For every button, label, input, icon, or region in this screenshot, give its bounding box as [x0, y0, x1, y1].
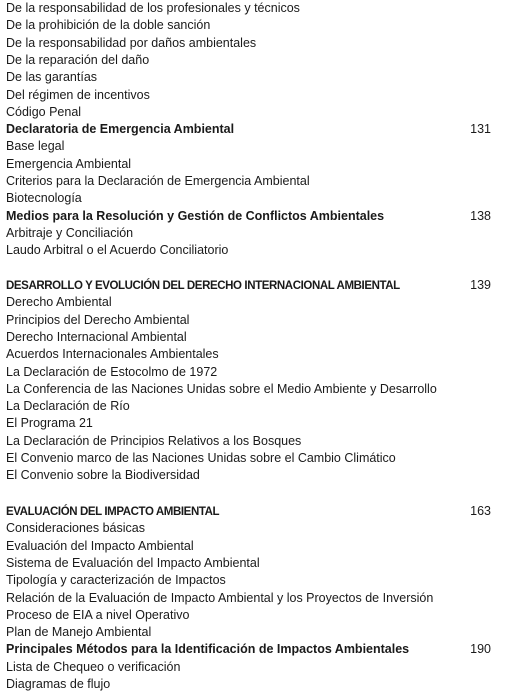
toc-entry	[6, 0, 491, 17]
toc-entry-text: Diagramas de flujo	[6, 677, 111, 691]
toc-entry-text: Laudo Arbitral o el Acuerdo Conciliatorio	[6, 243, 229, 258]
toc-entry-text: Lista de Chequeo o verificación	[6, 659, 181, 674]
toc-entry	[6, 190, 491, 207]
toc-heading	[6, 503, 491, 520]
toc-entry	[6, 467, 491, 484]
toc-entry-text: Consideraciones básicas	[6, 521, 145, 536]
toc-heading-text: Principales Métodos para la Identificación de Impactos Ambientales	[6, 642, 410, 657]
toc-entry-text: Biotecnología	[6, 191, 82, 206]
toc-heading	[6, 277, 491, 294]
toc-entry	[6, 572, 491, 589]
toc-page-number: 131	[470, 122, 491, 137]
toc-entry-text: Tipología y caracterización de Impactos	[6, 573, 226, 588]
toc-entry	[6, 676, 491, 693]
toc-entry-text: Proceso de EIA a nivel Operativo	[6, 607, 190, 622]
toc-entry-text: Arbitraje y Conciliación	[6, 225, 134, 240]
toc-entry	[6, 538, 491, 555]
toc-entry-text: Derecho Internacional Ambiental	[6, 329, 187, 344]
toc-entry-text: Acuerdos Internacionales Ambientales	[6, 347, 219, 362]
toc-entry-text: De la prohibición de la doble sanción	[6, 18, 211, 33]
toc-entry	[6, 607, 491, 624]
toc-entry-text: Sistema de Evaluación del Impacto Ambiental	[6, 555, 260, 570]
toc-entry	[6, 415, 491, 432]
toc-entry	[6, 35, 491, 52]
toc-entry	[6, 156, 491, 173]
toc-entry-text: Relación de la Evaluación de Impacto Ambiental y los Proyectos de Inversión	[6, 590, 434, 605]
toc-entry-text: Evaluación del Impacto Ambiental	[6, 538, 194, 553]
toc-entry	[6, 312, 491, 329]
toc-heading-text: Medios para la Resolución y Gestión de Conflictos Ambientales	[6, 208, 385, 223]
toc-page-number: 163	[470, 504, 491, 518]
toc-entry-text: Derecho Ambiental	[6, 295, 112, 310]
toc-page-number: 139	[470, 278, 491, 292]
toc-entry	[6, 520, 491, 537]
toc-entry	[6, 381, 491, 398]
toc-entry-text: La Declaración de Estocolmo de 1972	[6, 364, 218, 379]
toc-entry-text: De la responsabilidad de los profesionales y técnicos	[6, 1, 300, 15]
toc-entry-text: Plan de Manejo Ambiental	[6, 625, 152, 640]
toc-entry	[6, 346, 491, 363]
toc-entry-text: El Convenio marco de las Naciones Unidas sobre el Cambio Climático	[6, 451, 396, 465]
toc-entry	[6, 364, 491, 381]
toc-entry	[6, 294, 491, 311]
toc-entry-text: De la responsabilidad por daños ambientales	[6, 35, 257, 50]
toc-heading-text: Declaratoria de Emergencia Ambiental	[6, 122, 235, 137]
toc-entry	[6, 659, 491, 676]
toc-entry-text: Del régimen de incentivos	[6, 87, 150, 102]
toc-entry	[6, 450, 491, 467]
toc-entry	[6, 433, 491, 450]
toc-entry	[6, 225, 491, 242]
toc-entry-text: Principios del Derecho Ambiental	[6, 312, 190, 327]
toc-entry	[6, 590, 491, 607]
toc-entry	[6, 398, 491, 415]
toc-entry	[6, 52, 491, 69]
toc-heading-text: DESARROLLO Y EVOLUCIÓN DEL DERECHO INTERNACIONAL AMBIENTAL	[6, 280, 400, 292]
toc-heading	[6, 641, 491, 658]
toc-entry-text: Criterios para la Declaración de Emergencia Ambiental	[6, 174, 310, 188]
toc-entry	[6, 69, 491, 86]
toc-entry	[6, 555, 491, 572]
toc-entry-text: El Programa 21	[6, 416, 93, 431]
toc-entry	[6, 624, 491, 641]
toc-entry-text: De la reparación del daño	[6, 52, 150, 67]
toc-entry	[6, 87, 491, 104]
toc-heading	[6, 121, 491, 138]
toc-entry	[6, 329, 491, 346]
toc-entry	[6, 173, 491, 190]
toc-entry	[6, 17, 491, 34]
toc-entry	[6, 138, 491, 155]
toc-entry-text: La Declaración de Principios Relativos a los Bosques	[6, 433, 302, 448]
toc-page-number: 190	[470, 642, 491, 657]
toc-entry-text: Emergencia Ambiental	[6, 156, 132, 171]
toc-heading-text: EVALUACIÓN DEL IMPACTO AMBIENTAL	[6, 506, 220, 518]
toc-entry	[6, 242, 491, 259]
toc-page-number: 138	[470, 208, 491, 223]
toc-entry-text: La Declaración de Río	[6, 399, 130, 414]
toc-entry-text: De las garantías	[6, 70, 98, 85]
toc-entry-text: Base legal	[6, 139, 65, 154]
toc-entry	[6, 104, 491, 121]
toc-heading	[6, 208, 491, 225]
toc-entry-text: El Convenio sobre la Biodiversidad	[6, 468, 200, 483]
toc-entry-text: Código Penal	[6, 104, 82, 119]
toc-entry-text: La Conferencia de las Naciones Unidas sobre el Medio Ambiente y Desarrollo	[6, 381, 437, 396]
